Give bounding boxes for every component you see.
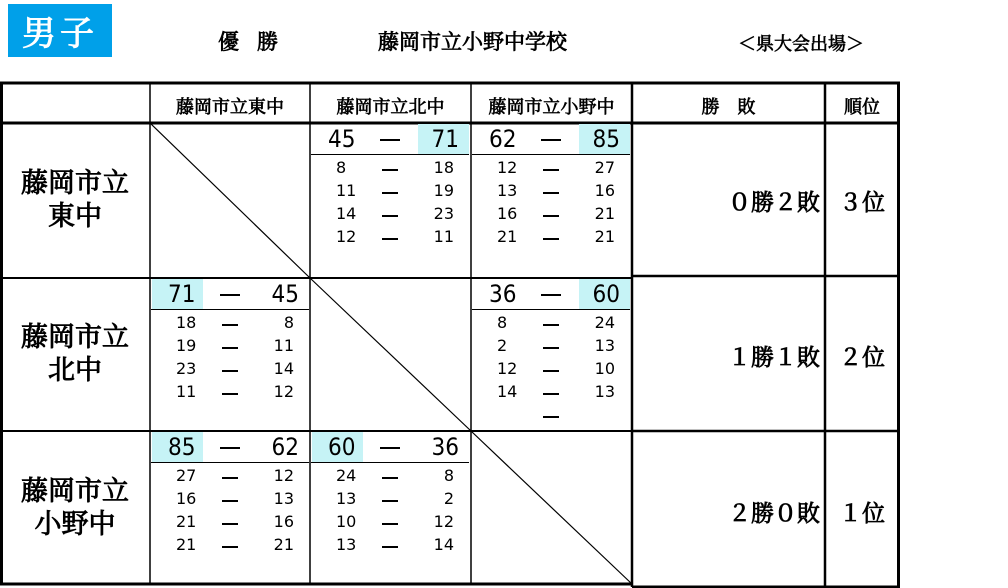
record-kita: １勝１敗 (728, 345, 820, 371)
dash-icon (543, 215, 559, 217)
set-score-right: 16 (594, 181, 615, 200)
dash-icon (543, 416, 559, 418)
dash-icon (220, 447, 240, 449)
dash-icon (222, 347, 238, 349)
dash-icon (382, 546, 398, 548)
match-total-left: 62 (489, 125, 517, 153)
dash-icon (222, 523, 238, 525)
set-score-right: 21 (273, 535, 294, 554)
dash-icon (543, 347, 559, 349)
dash-icon (382, 238, 398, 240)
dash-icon (220, 294, 240, 296)
set-score-right: 24 (594, 313, 615, 332)
set-score-right: 12 (273, 382, 294, 401)
rank-ono: １位 (839, 501, 885, 527)
set-score-right: 14 (273, 359, 294, 378)
dash-icon (382, 169, 398, 171)
dash-icon (382, 192, 398, 194)
set-score-left: 11 (176, 382, 197, 401)
set-score-left: 21 (176, 512, 197, 531)
set-score-right: 11 (433, 227, 454, 246)
set-score-left: 14 (497, 382, 518, 401)
dash-icon (222, 477, 238, 479)
dash-icon (543, 238, 559, 240)
dash-icon (543, 370, 559, 372)
rank-kita: ２位 (839, 345, 885, 371)
dash-icon (222, 324, 238, 326)
record-higashi: ０勝２敗 (728, 190, 820, 216)
column-header-record: 勝 敗 (701, 97, 756, 118)
column-header-rank: 順位 (844, 97, 880, 118)
set-score-left: 13 (336, 535, 357, 554)
set-score-right: 11 (273, 336, 294, 355)
match-total-left: 71 (168, 280, 196, 308)
column-header-ono: 藤岡市立小野中 (488, 97, 615, 118)
match-total-left: 36 (489, 280, 517, 308)
dash-icon (380, 447, 400, 449)
dash-icon (543, 393, 559, 395)
match-total-right: 45 (271, 280, 299, 308)
match-total-left: 60 (328, 433, 356, 461)
dash-icon (541, 139, 561, 141)
row-name-line: 小野中 (34, 509, 116, 540)
row-name-ono (2, 475, 148, 541)
dash-icon (543, 169, 559, 171)
set-score-left: 19 (176, 336, 197, 355)
set-score-right: 14 (433, 535, 454, 554)
set-score-left: 12 (336, 227, 357, 246)
dash-icon (222, 546, 238, 548)
category-label: 男子 (22, 14, 98, 54)
dash-icon (382, 215, 398, 217)
set-score-left: 8 (497, 313, 508, 332)
row-name-higashi (2, 167, 148, 233)
match-total-right: 71 (431, 125, 459, 153)
set-score-right: 27 (594, 158, 615, 177)
set-score-left: 21 (176, 535, 197, 554)
dash-icon (543, 324, 559, 326)
column-header-kita: 藤岡市立北中 (336, 97, 445, 118)
total-divider (311, 462, 469, 463)
results-table (0, 80, 1008, 588)
column-header-higashi: 藤岡市立東中 (176, 97, 284, 118)
dash-icon (380, 139, 400, 141)
total-divider (151, 309, 309, 310)
row-name-line: 北中 (48, 355, 102, 386)
set-score-left: 14 (336, 204, 357, 223)
set-score-right: 13 (594, 382, 615, 401)
set-score-left: 24 (336, 466, 357, 485)
set-score-left: 11 (336, 181, 357, 200)
set-score-left: 21 (497, 227, 518, 246)
match-total-right: 36 (431, 433, 459, 461)
row-name-line: 藤岡市立 (21, 476, 129, 507)
set-score-left: 23 (176, 359, 197, 378)
set-score-left: 8 (336, 158, 347, 177)
match-total-left: 85 (168, 433, 196, 461)
set-score-right: 8 (283, 313, 294, 332)
row-name-kita (2, 321, 148, 387)
row-name-line: 東中 (48, 201, 102, 232)
set-score-right: 13 (273, 489, 294, 508)
category-badge (8, 4, 112, 57)
dash-icon (382, 500, 398, 502)
record-ono: ２勝０敗 (728, 501, 820, 527)
dash-icon (222, 393, 238, 395)
total-divider (151, 462, 309, 463)
set-score-left: 10 (336, 512, 357, 531)
row-name-line: 藤岡市立 (21, 168, 129, 199)
dash-icon (382, 523, 398, 525)
row-name-line: 藤岡市立 (21, 322, 129, 353)
set-score-right: 13 (594, 336, 615, 355)
winner-label: 優勝 (218, 30, 296, 54)
set-score-right: 12 (433, 512, 454, 531)
diagonal-line (471, 431, 632, 584)
rank-higashi: ３位 (839, 190, 885, 216)
dash-icon (382, 477, 398, 479)
match-total-right: 60 (592, 280, 620, 308)
set-score-right: 2 (443, 489, 454, 508)
dash-icon (222, 500, 238, 502)
dash-icon (543, 192, 559, 194)
dash-icon (541, 294, 561, 296)
set-score-right: 12 (273, 466, 294, 485)
set-score-right: 10 (594, 359, 615, 378)
total-divider (472, 154, 630, 155)
set-score-right: 23 (433, 204, 454, 223)
set-score-right: 8 (443, 466, 454, 485)
set-score-left: 18 (176, 313, 197, 332)
set-score-left: 13 (336, 489, 357, 508)
set-score-right: 18 (433, 158, 454, 177)
set-score-left: 12 (497, 359, 518, 378)
set-score-left: 16 (497, 204, 518, 223)
set-score-right: 21 (594, 204, 615, 223)
set-score-left: 27 (176, 466, 197, 485)
set-score-left: 2 (497, 336, 508, 355)
diagonal-line (310, 278, 471, 431)
set-score-left: 16 (176, 489, 197, 508)
match-total-right: 85 (592, 125, 620, 153)
winner-school: 藤岡市立小野中学校 (378, 30, 567, 54)
set-score-left: 13 (497, 181, 518, 200)
diagonal-line (150, 123, 310, 278)
qualification-note: ＜県大会出場＞ (738, 34, 864, 55)
total-divider (472, 309, 630, 310)
set-score-right: 19 (433, 181, 454, 200)
dash-icon (222, 370, 238, 372)
set-score-left: 12 (497, 158, 518, 177)
total-divider (311, 154, 469, 155)
set-score-right: 16 (273, 512, 294, 531)
match-total-left: 45 (328, 125, 356, 153)
set-score-right: 21 (594, 227, 615, 246)
match-total-right: 62 (271, 433, 299, 461)
